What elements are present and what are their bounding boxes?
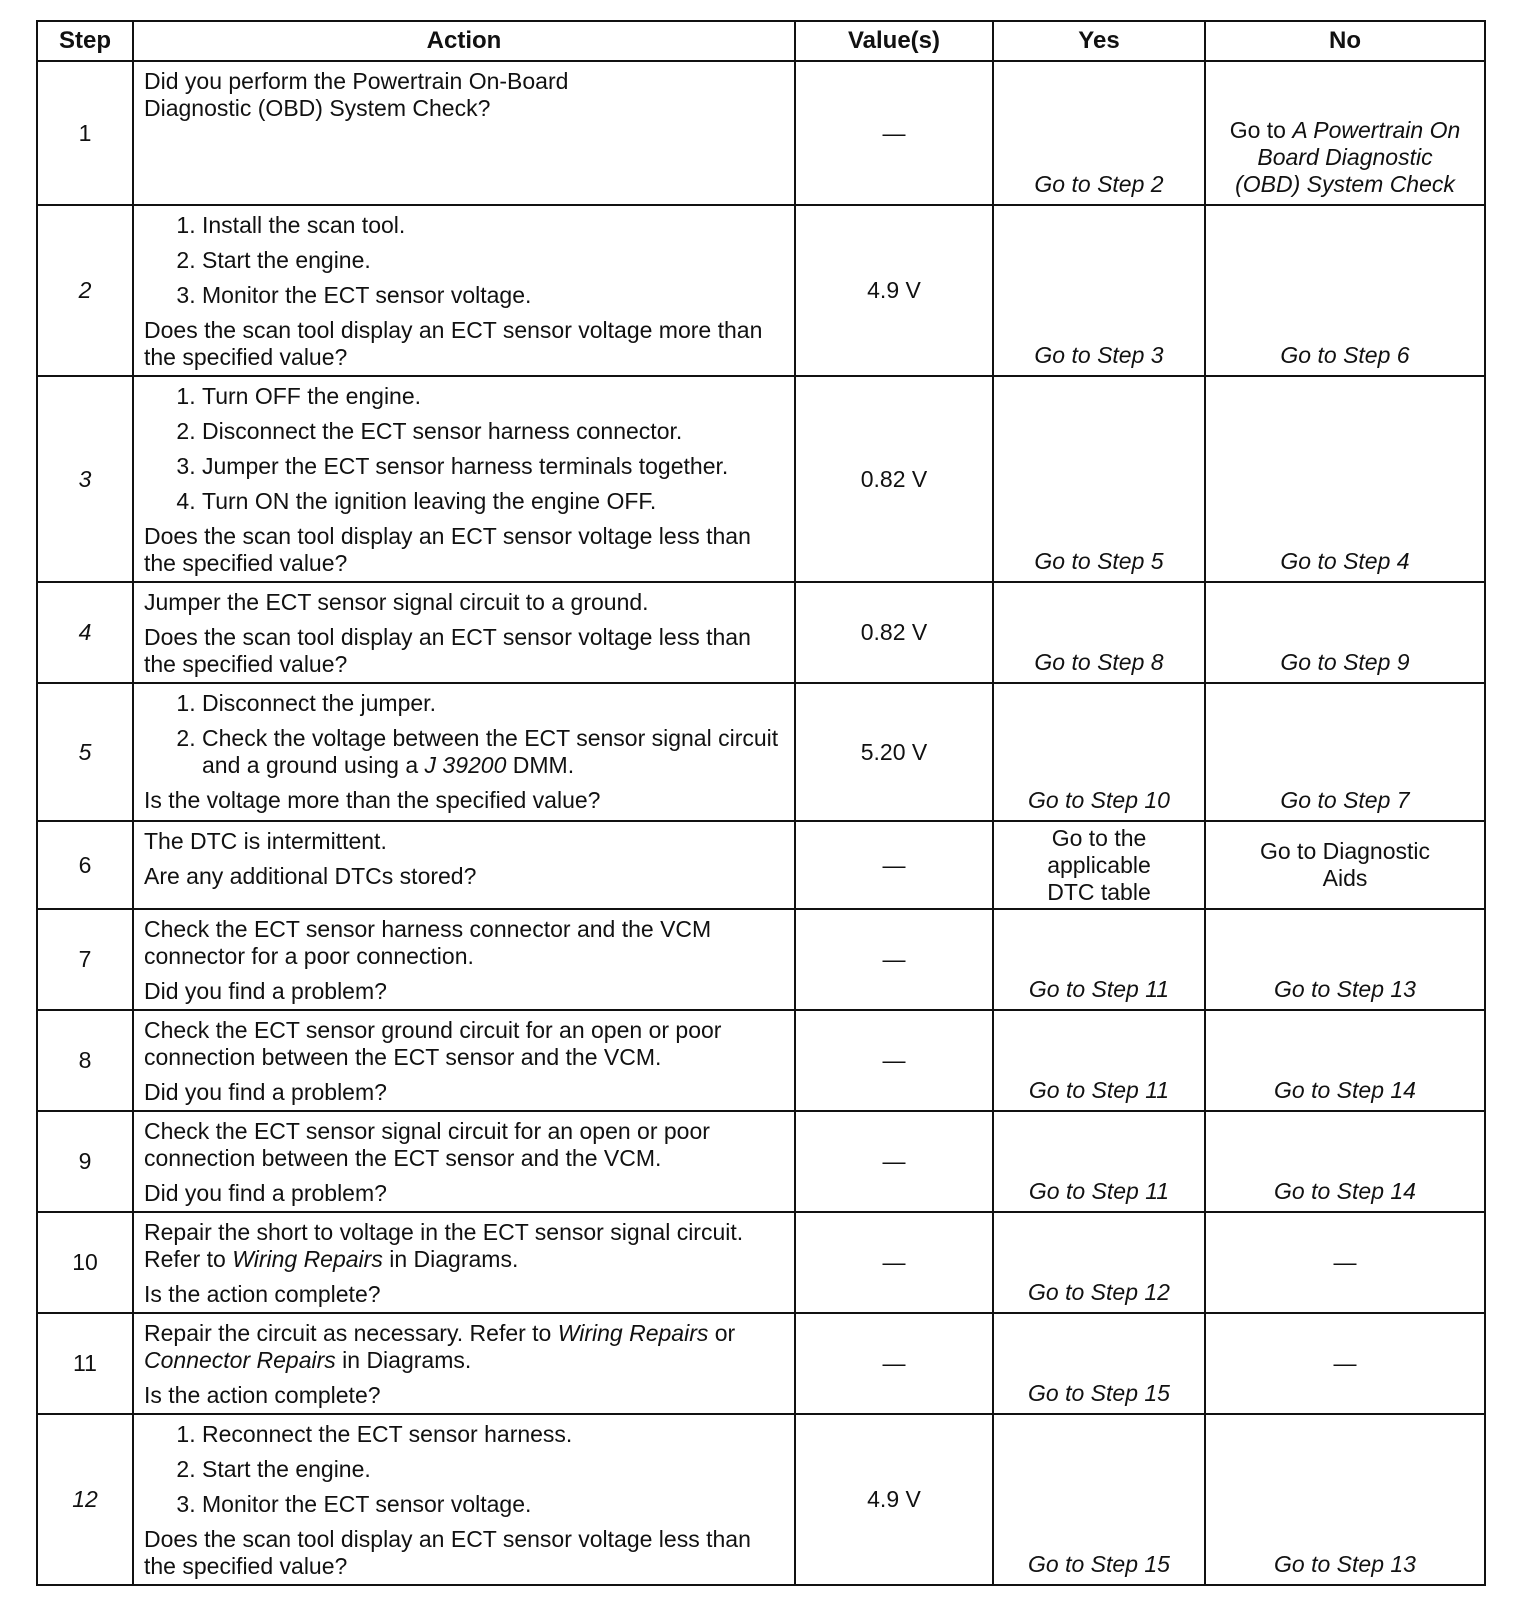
table-row bbox=[37, 376, 1485, 582]
no-link[interactable]: Go to Step 6 bbox=[1205, 205, 1485, 376]
value-cell: — bbox=[795, 1010, 993, 1111]
header-row bbox=[37, 21, 1485, 61]
yes-link[interactable]: Go to Step 11 bbox=[993, 1111, 1205, 1212]
action-text: Check the ECT sensor ground circuit for an open or poor connection between the ECT sensor and the VCM. bbox=[144, 1017, 722, 1070]
no-link[interactable]: Go to Diagnostic Aids bbox=[1205, 821, 1485, 909]
no-link[interactable]: Go to Step 9 bbox=[1205, 582, 1485, 683]
action-question: Does the scan tool display an ECT sensor voltage less than the specified value? bbox=[144, 523, 751, 576]
step-number: 11 bbox=[37, 1313, 133, 1414]
action-step-item bbox=[202, 725, 786, 779]
table-row bbox=[37, 582, 1485, 683]
action-text-part: in Diagrams. bbox=[335, 1347, 472, 1373]
yes-link[interactable]: Go to Step 5 bbox=[993, 376, 1205, 582]
no-link-target: A Powertrain On Board Diagnostic (OBD) System Check bbox=[1235, 117, 1461, 197]
table-row bbox=[37, 1212, 1485, 1313]
tool-name: J 39200 bbox=[424, 752, 507, 778]
yes-link[interactable]: Go to Step 10 bbox=[993, 683, 1205, 821]
step-number: 8 bbox=[37, 1010, 133, 1111]
action-question: Are any additional DTCs stored? bbox=[144, 863, 477, 889]
no-link-prefix: Go to bbox=[1229, 117, 1293, 143]
value-cell: — bbox=[795, 1111, 993, 1212]
table-row bbox=[37, 683, 1485, 821]
reference-link[interactable]: Wiring Repairs bbox=[232, 1246, 383, 1272]
action-text: Check the ECT sensor harness connector and the VCM connector for a poor connection. bbox=[144, 916, 712, 969]
action-step-item: 2. Start the engine. bbox=[202, 1456, 786, 1483]
table-row bbox=[37, 1010, 1485, 1111]
action-step-item: 3. Jumper the ECT sensor harness terminals together. bbox=[202, 453, 786, 480]
action-steps bbox=[144, 1421, 786, 1518]
reference-link[interactable]: Connector Repairs bbox=[144, 1347, 336, 1373]
table-row bbox=[37, 1313, 1485, 1414]
value-cell: — bbox=[795, 61, 993, 205]
step-number: 6 bbox=[37, 821, 133, 909]
action-steps bbox=[144, 383, 786, 515]
action-steps bbox=[144, 212, 786, 309]
yes-link[interactable]: Go to Step 2 bbox=[993, 61, 1205, 205]
table-row bbox=[37, 821, 1485, 909]
yes-link[interactable]: Go to Step 11 bbox=[993, 1010, 1205, 1111]
value-cell: — bbox=[795, 821, 993, 909]
yes-link[interactable]: Go to Step 3 bbox=[993, 205, 1205, 376]
action-step-item: 1. Disconnect the jumper. bbox=[202, 690, 786, 717]
action-cell bbox=[133, 582, 795, 683]
value-cell: 5.20 V bbox=[795, 683, 993, 821]
step-number: 10 bbox=[37, 1212, 133, 1313]
yes-link[interactable]: Go to Step 12 bbox=[993, 1212, 1205, 1313]
action-text: DMM. bbox=[506, 752, 575, 778]
table-row bbox=[37, 205, 1485, 376]
action-cell bbox=[133, 1111, 795, 1212]
action-cell bbox=[133, 821, 795, 909]
no-link[interactable]: Go to Step 7 bbox=[1205, 683, 1485, 821]
diagnostic-table bbox=[36, 20, 1486, 1586]
yes-link[interactable]: Go to Step 8 bbox=[993, 582, 1205, 683]
action-cell bbox=[133, 205, 795, 376]
action-step-item: 1. Reconnect the ECT sensor harness. bbox=[202, 1421, 786, 1448]
action-cell bbox=[133, 61, 795, 205]
step-number: 3 bbox=[37, 376, 133, 582]
no-link[interactable]: Go to Step 13 bbox=[1205, 1414, 1485, 1585]
action-question: Did you find a problem? bbox=[144, 978, 387, 1004]
header-yes: Yes bbox=[993, 21, 1205, 61]
no-link: — bbox=[1205, 1212, 1485, 1313]
header-values: Value(s) bbox=[795, 21, 993, 61]
action-cell bbox=[133, 1313, 795, 1414]
action-question: Is the action complete? bbox=[144, 1281, 381, 1307]
value-cell: — bbox=[795, 1212, 993, 1313]
no-link[interactable]: Go to Step 4 bbox=[1205, 376, 1485, 582]
action-text-part: Repair the short to voltage in the ECT sensor signal circuit. Refer to bbox=[144, 1219, 744, 1272]
action-question: Is the action complete? bbox=[144, 1382, 381, 1408]
header-no: No bbox=[1205, 21, 1485, 61]
table-row bbox=[37, 909, 1485, 1010]
no-link[interactable]: Go to Step 14 bbox=[1205, 1111, 1485, 1212]
action-text-part: or bbox=[708, 1320, 736, 1346]
step-number: 1 bbox=[37, 61, 133, 205]
action-step-item: 1. Turn OFF the engine. bbox=[202, 383, 786, 410]
no-link[interactable] bbox=[1205, 61, 1485, 205]
yes-link[interactable]: Go to Step 15 bbox=[993, 1313, 1205, 1414]
step-number: 7 bbox=[37, 909, 133, 1010]
action-text: Check the voltage between the ECT sensor signal circuit and a ground using a bbox=[202, 725, 779, 778]
action-question: Is the voltage more than the specified value? bbox=[144, 787, 601, 813]
step-number: 12 bbox=[37, 1414, 133, 1585]
action-question: Does the scan tool display an ECT sensor voltage less than the specified value? bbox=[144, 1526, 751, 1579]
yes-link[interactable]: Go to Step 11 bbox=[993, 909, 1205, 1010]
action-step-item: 3. Monitor the ECT sensor voltage. bbox=[202, 282, 786, 309]
yes-link[interactable]: Go to the applicable DTC table bbox=[993, 821, 1205, 909]
value-cell: 4.9 V bbox=[795, 205, 993, 376]
action-cell bbox=[133, 376, 795, 582]
action-step-item: 2. Disconnect the ECT sensor harness connector. bbox=[202, 418, 786, 445]
action-question: Did you find a problem? bbox=[144, 1180, 387, 1206]
action-question: Does the scan tool display an ECT sensor voltage less than the specified value? bbox=[144, 624, 751, 677]
value-cell: 0.82 V bbox=[795, 376, 993, 582]
step-number: 2 bbox=[37, 205, 133, 376]
table-row bbox=[37, 1414, 1485, 1585]
action-step-item: 2. Start the engine. bbox=[202, 247, 786, 274]
table-row bbox=[37, 61, 1485, 205]
action-step-item: 4. Turn ON the ignition leaving the engine OFF. bbox=[202, 488, 786, 515]
value-cell: — bbox=[795, 1313, 993, 1414]
action-question: Does the scan tool display an ECT sensor voltage more than the specified value? bbox=[144, 317, 763, 370]
header-action: Action bbox=[133, 21, 795, 61]
action-cell bbox=[133, 1212, 795, 1313]
action-text: Jumper the ECT sensor signal circuit to a ground. bbox=[144, 589, 649, 615]
value-cell: — bbox=[795, 909, 993, 1010]
action-text bbox=[144, 1320, 786, 1374]
no-link[interactable]: Go to Step 13 bbox=[1205, 909, 1485, 1010]
action-text: Did you perform the Powertrain On-Board Diagnostic (OBD) System Check? bbox=[144, 68, 569, 121]
value-cell: 4.9 V bbox=[795, 1414, 993, 1585]
no-link[interactable]: Go to Step 14 bbox=[1205, 1010, 1485, 1111]
step-number: 4 bbox=[37, 582, 133, 683]
action-step-item: 3. Monitor the ECT sensor voltage. bbox=[202, 1491, 786, 1518]
step-number: 5 bbox=[37, 683, 133, 821]
no-link: — bbox=[1205, 1313, 1485, 1414]
action-cell bbox=[133, 683, 795, 821]
header-step: Step bbox=[37, 21, 133, 61]
action-cell bbox=[133, 909, 795, 1010]
yes-link[interactable]: Go to Step 15 bbox=[993, 1414, 1205, 1585]
action-question: Did you find a problem? bbox=[144, 1079, 387, 1105]
action-text: Check the ECT sensor signal circuit for an open or poor connection between the ECT sensor and the VCM. bbox=[144, 1118, 710, 1171]
action-text: The DTC is intermittent. bbox=[144, 828, 387, 854]
action-cell bbox=[133, 1010, 795, 1111]
reference-link[interactable]: Wiring Repairs bbox=[557, 1320, 709, 1346]
step-number: 9 bbox=[37, 1111, 133, 1212]
action-step-item: 1. Install the scan tool. bbox=[202, 212, 786, 239]
action-text bbox=[144, 1219, 786, 1273]
value-cell: 0.82 V bbox=[795, 582, 993, 683]
action-steps bbox=[144, 690, 786, 779]
action-text-part: Repair the circuit as necessary. Refer to bbox=[144, 1320, 558, 1346]
table-row bbox=[37, 1111, 1485, 1212]
action-text-part: in Diagrams. bbox=[382, 1246, 519, 1272]
action-cell bbox=[133, 1414, 795, 1585]
